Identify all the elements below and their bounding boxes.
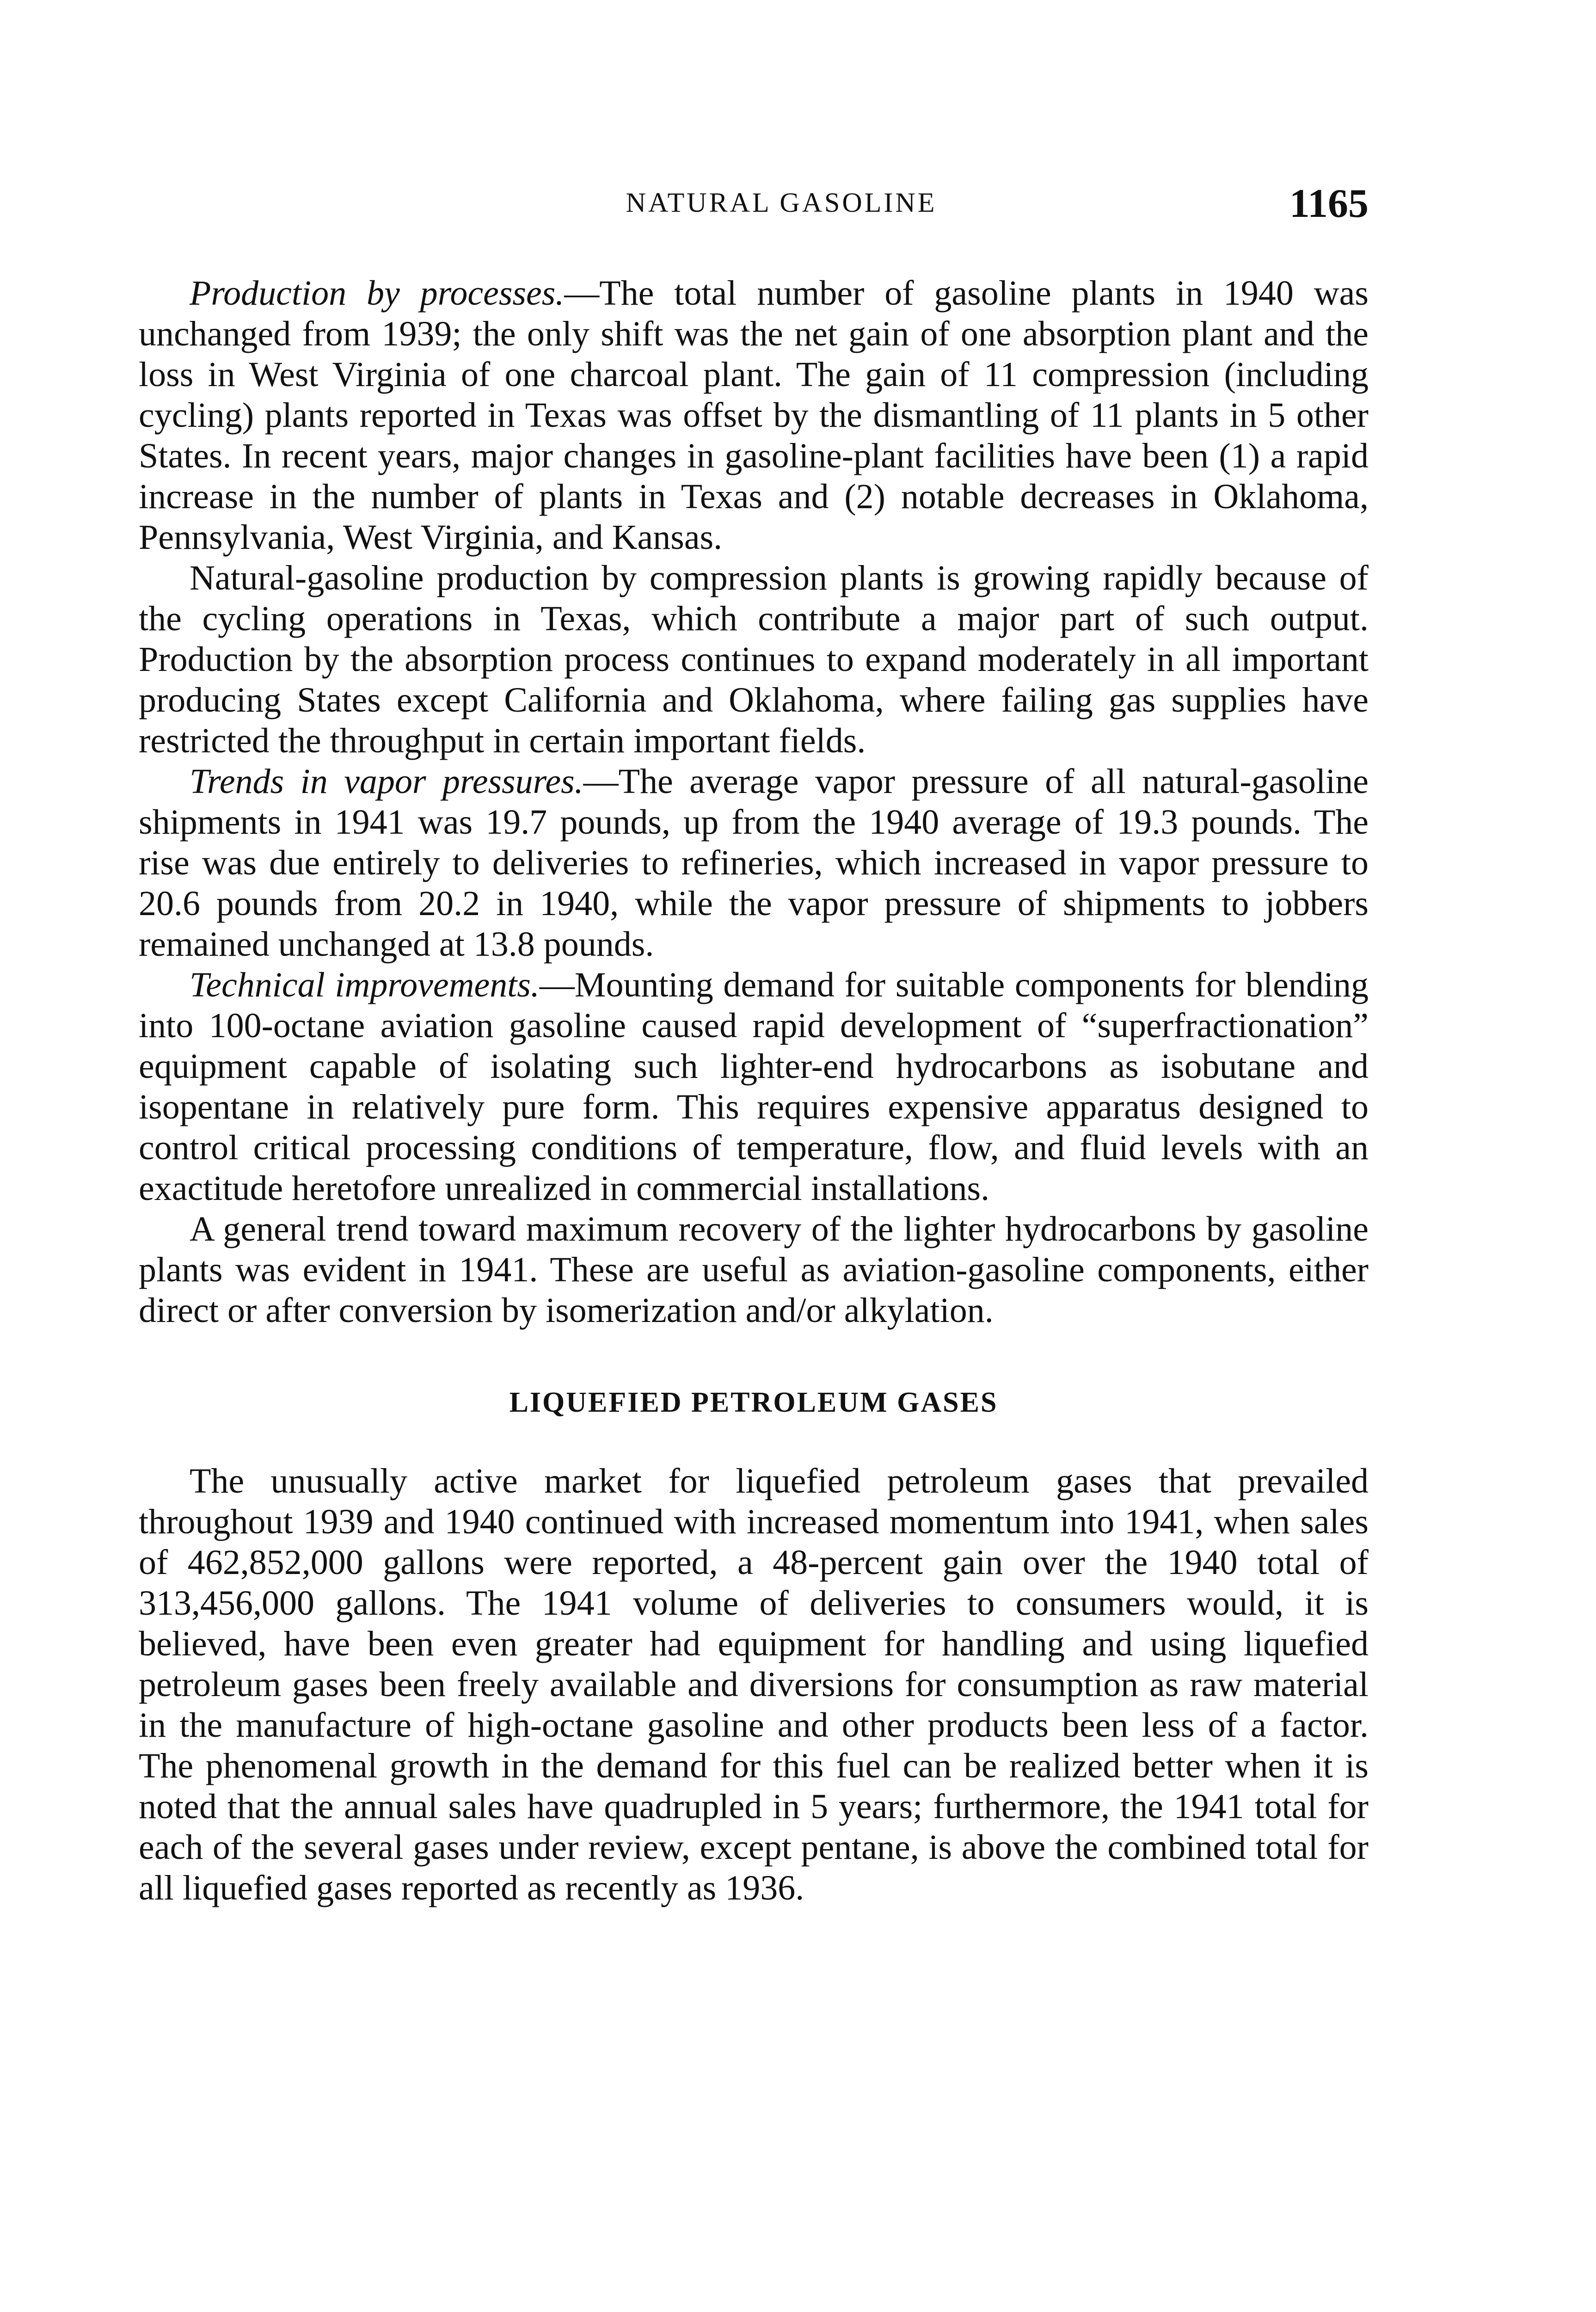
document-page: [139, 180, 1369, 1908]
paragraph-text: —Mounting demand for suitable components for blending into 100-octane aviation gasoline caused rapid development of “superfractionation” equipment capable of isolating such lighter-end hydrocarbons as isobutane and isopentane in relatively pure form. This requires expensive apparatus designed to control critical processing conditions of temperature, flow, and fluid levels with an exactitude heretofore unrealized in commercial installations.: [139, 965, 1369, 1208]
paragraph-production-by-processes: [139, 273, 1369, 558]
running-header: [139, 180, 1369, 231]
paragraph-maximum-recovery: [139, 1209, 1369, 1331]
run-in-heading-production: Production by processes.: [190, 274, 565, 313]
paragraph-vapor-pressures: [139, 761, 1369, 965]
section-heading-liquefied-petroleum-gases: LIQUEFIED PETROLEUM GASES: [509, 1387, 998, 1418]
run-in-heading-technical: Technical improvements.: [190, 965, 540, 1004]
paragraph-compression-production: [139, 558, 1369, 761]
paragraph-text: Natural-gasoline production by compression plants is growing rapidly because of the cycling operations in Texas, which contribute a major part of such output. Production by the absorption process continues to expand moderately in all important producing States except California and Oklahoma, where failing gas supplies have restricted the throughput in certain important fields.: [139, 559, 1369, 760]
paragraph-text: A general trend toward maximum recovery of the lighter hydrocarbons by gasoline plants was evident in 1941. These are useful as aviation-gasoline components, either direct or after conversion by isomerization and/or alkylation.: [139, 1210, 1369, 1330]
paragraph-text: —The average vapor pressure of all natural-gasoline shipments in 1941 was 19.7 pounds, up from the 1940 average of 19.3 pounds. The rise was due entirely to deliveries to refineries, which increased in vapor pressure to 20.6 pounds from 20.2 in 1940, while the vapor pressure of shipments to jobbers remained unchanged at 13.8 pounds.: [139, 762, 1369, 964]
run-in-heading-vapor-pressures: Trends in vapor pressures.: [190, 762, 583, 801]
paragraph-liquefied-petroleum-gases: [139, 1461, 1369, 1908]
paragraph-text: —The total number of gasoline plants in 1940 was unchanged from 1939; the only shift was the net gain of one absorption plant and the loss in West Virginia of one charcoal plant. The gain of 11 compression (including cycling) plants reported in Texas was offset by the dismantling of 11 plants in 5 other States. In recent years, major changes in gasoline-plant facilities have been (1) a rapid increase in the number of plants in Texas and (2) notable decreases in Oklahoma, Pennsylvania, West Virginia, and Kansas.: [139, 274, 1369, 557]
running-title: NATURAL GASOLINE: [626, 187, 937, 218]
paragraph-technical-improvements: [139, 965, 1369, 1209]
page-number: 1165: [1289, 181, 1369, 226]
paragraph-text: The unusually active market for liquefied petroleum gases that prevailed throughout 1939 and 1940 continued with increased momentum into 1941, when sales of 462,852,000 gallons were reported, a 48-percent gain over the 1940 total of 313,456,000 gallons. The 1941 volume of deliveries to consumers would, it is believed, have been even greater had equipment for handling and using liquefied petroleum gases been freely available and diversions for consumption as raw material in the manufacture of high-octane gasoline and other products been less of a factor. The phenomenal growth in the demand for this fuel can be realized better when it is noted that the annual sales have quadrupled in 5 years; furthermore, the 1941 total for each of the several gases under review, except pentane, is above the combined total for all liquefied gases reported as recently as 1936.: [139, 1462, 1369, 1907]
